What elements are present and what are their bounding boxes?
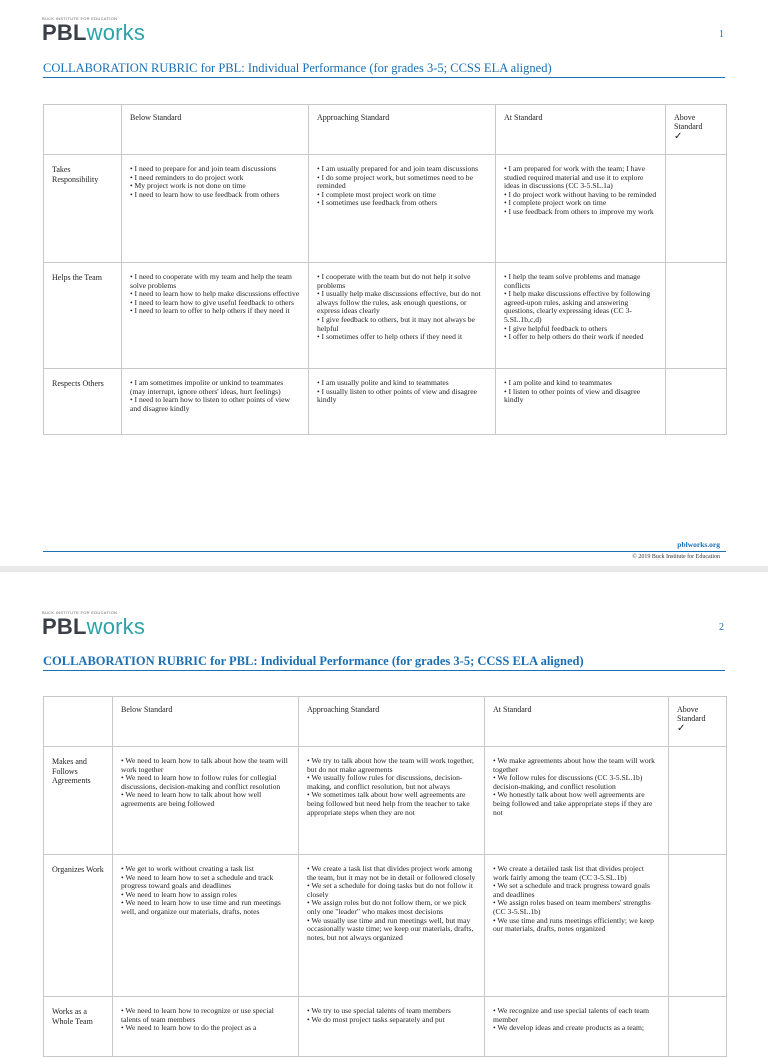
table-row [44, 855, 727, 997]
criterion-cell: Helps the Team [44, 263, 122, 369]
list-item: • We use time and runs meetings efficiently; we keep our materials, drafts, notes organized [493, 915, 654, 934]
page-number: 1 [719, 29, 724, 40]
list-item: • I am usually prepared for and join team discussions [317, 164, 479, 173]
list-item: • I complete project work on time [504, 198, 607, 208]
list-item: • I need to cooperate with my team and help the team solve problems [130, 272, 292, 290]
page-title: COLLABORATION RUBRIC for PBL: Individual Performance (for grades 3-5; CCSS ELA aligned) [43, 654, 725, 671]
header-below-standard: Below Standard [122, 105, 309, 155]
list-item: • We need to learn how to talk about how the team will work together [121, 756, 288, 774]
list-item: • I listen to other points of view and disagree kindly [504, 386, 641, 405]
check-icon: ✓ [674, 131, 683, 143]
criterion-cell: Respects Others [44, 369, 122, 435]
logo-works: works [86, 614, 146, 639]
check-icon: ✓ [677, 723, 686, 735]
at-cell [485, 855, 669, 997]
list-item: • I am polite and kind to teammates [504, 378, 612, 387]
above-cell [669, 747, 727, 855]
header-above-standard: Above Standard ✓ [669, 697, 727, 747]
list-item: • We try to use special talents of team members [307, 1006, 451, 1015]
below-cell [113, 855, 299, 997]
header-at-standard: At Standard [485, 697, 669, 747]
at-cell [496, 263, 666, 369]
list-item: • I do some project work, but sometimes need to be reminded [317, 172, 473, 191]
list-item: • We assign roles based on team members' strengths (CC 3-5.SL.1b) [493, 898, 651, 916]
approaching-cell [309, 263, 496, 369]
header-criterion [44, 697, 113, 747]
list-item: • We create a detailed task list that divides project work fairly among the team (CC 3-5.SL.1b) [493, 864, 644, 882]
list-item: • We create a task list that divides project work among the team, but it may not be in detail or followed closely [307, 864, 476, 882]
table-row [44, 155, 727, 263]
below-cell [113, 997, 299, 1057]
criterion-cell: Organizes Work [44, 855, 113, 997]
approaching-cell [299, 997, 485, 1057]
list-item: • I offer to help others do their work if needed [504, 332, 644, 342]
above-cell [669, 855, 727, 997]
list-item: • I cooperate with the team but do not help it solve problems [317, 272, 471, 290]
list-item: • We follow rules for discussions (CC 3-5.SL.1b) decision-making, and conflict resolution [493, 773, 643, 791]
list-item: • I usually help make discussions effective, but do not always follow the rules, ask enough questions, or express ideas clearly [317, 289, 481, 316]
list-item: • We need to learn how to talk about how well agreements are being followed [121, 790, 262, 808]
list-item: • I need to prepare for and join team discussions [130, 164, 277, 173]
list-item: • We need to learn how to follow rules for collegial discussions, decision-making and conflict resolution [121, 773, 281, 791]
list-item: • We set a schedule and track progress toward goals and deadlines [493, 881, 650, 899]
list-item: • We sometimes talk about how well agreements are being followed but need help from the teacher to take appropriate steps when they are not [307, 790, 470, 817]
above-cell [666, 155, 727, 263]
list-item: • I use feedback from others to improve my work [504, 206, 654, 216]
page-title: COLLABORATION RUBRIC for PBL: Individual Performance (for grades 3-5; CCSS ELA aligned) [43, 61, 725, 78]
list-item: • We need to learn how to use time and run meetings well, and organize our materials, drafts, notes [121, 898, 281, 916]
approaching-cell [309, 155, 496, 263]
pblworks-logo [42, 610, 145, 639]
list-item: • I give helpful feedback to others [504, 323, 608, 333]
below-cell [113, 747, 299, 855]
at-cell [485, 997, 669, 1057]
header-approaching-standard: Approaching Standard [299, 697, 485, 747]
above-cell [666, 263, 727, 369]
logo-subtitle: BUCK INSTITUTE FOR EDUCATION [42, 16, 118, 21]
header-criterion [44, 105, 122, 155]
list-item: • We set a schedule for doing tasks but do not follow it closely [307, 881, 473, 899]
list-item: • I help the team solve problems and manage conflicts [504, 272, 641, 290]
logo-pbl: PBL [42, 20, 87, 45]
below-cell [122, 155, 309, 263]
footer-copyright: © 2019 Buck Institute for Education [632, 554, 720, 560]
at-cell [496, 155, 666, 263]
list-item: • I sometimes offer to help others if they need it [317, 332, 463, 342]
at-cell [485, 747, 669, 855]
list-item: • We need to learn how to set a schedule and track progress toward goals and deadlines [121, 872, 274, 891]
criterion-cell: Takes Responsibility [44, 155, 122, 263]
header-at-standard: At Standard [496, 105, 666, 155]
below-cell [122, 263, 309, 369]
approaching-cell [299, 747, 485, 855]
list-item: • I need to learn how to give useful feedback to others [130, 297, 294, 307]
header-row [44, 697, 727, 747]
list-item: • I do project work without having to be reminded [504, 189, 657, 199]
list-item: • I need to learn how to listen to other points of view and disagree kindly [130, 395, 290, 413]
table-row [44, 369, 727, 435]
list-item: • I need to learn how to help make discussions effective [130, 289, 300, 299]
list-item: • We do most project tasks separately and put [307, 1014, 445, 1024]
header-approaching-standard: Approaching Standard [309, 105, 496, 155]
logo-subtitle: BUCK INSTITUTE FOR EDUCATION [42, 610, 118, 615]
list-item: • We need to learn how to recognize or use special talents of team members [121, 1006, 274, 1024]
list-item: • We assign roles but do not follow them, or we pick only one "leader" who makes most decisions [307, 898, 467, 916]
above-cell [666, 369, 727, 435]
list-item: • I help make discussions effective by following agreed-upon rules, asking and answering questions, clearly expressing ideas (CC 3-5.SL.1b,c,d) [504, 289, 651, 324]
list-item: • I usually listen to other points of view and disagree kindly [317, 386, 477, 405]
footer-link[interactable]: pblworks.org [677, 540, 720, 549]
header-below-standard: Below Standard [113, 697, 299, 747]
rubric-table [43, 696, 727, 1057]
page-2 [0, 570, 768, 1033]
criterion-cell: Works as a Whole Team [44, 997, 113, 1057]
list-item: • I complete most project work on time [317, 189, 436, 199]
page-number: 2 [719, 622, 724, 633]
list-item: • We usually follow rules for discussions, decision-making, and conflict resolution, but not always [307, 773, 463, 791]
list-item: • We honestly talk about how well agreements are being followed and take appropriate steps if they are not [493, 790, 653, 817]
criterion-cell: Makes and Follows Agreements [44, 747, 113, 855]
list-item: • My project work is not done on time [130, 181, 246, 191]
list-item: • We try to talk about how the team will work together, but do not make agreements [307, 756, 474, 774]
header-above-standard: Above Standard ✓ [666, 105, 727, 155]
list-item: • We make agreements about how the team will work together [493, 756, 655, 774]
table-row [44, 263, 727, 369]
table-row [44, 747, 727, 855]
logo-pbl: PBL [42, 614, 87, 639]
list-item: • I sometimes use feedback from others [317, 198, 437, 208]
header-row [44, 105, 727, 155]
list-item: • I give feedback to others, but it may not always be helpful [317, 314, 475, 333]
list-item: • We need to learn how to assign roles [121, 889, 237, 899]
pblworks-logo [42, 16, 145, 45]
list-item: • I need reminders to do project work [130, 172, 244, 182]
list-item: • We recognize and use special talents of each team member [493, 1006, 650, 1024]
list-item: • We develop ideas and create products as a team; [493, 1023, 644, 1033]
list-item: • We get to work without creating a task list [121, 864, 254, 873]
approaching-cell [299, 855, 485, 997]
footer-rule [43, 551, 726, 552]
list-item: • I need to learn to offer to help others if they need it [130, 306, 290, 316]
list-item: • We usually use time and run meetings well, but may occasionally waste time; we keep our materials, drafts, notes, but not always organized [307, 915, 474, 942]
list-item: • I am usually polite and kind to teammates [317, 378, 449, 387]
list-item: • I am prepared for work with the team; I have studied required material and use it to explore ideas in discussions (CC 3-5.SL.1a) [504, 164, 645, 191]
approaching-cell [309, 369, 496, 435]
logo-works: works [86, 20, 146, 45]
list-item: • We need to learn how to do the project as a [121, 1023, 257, 1033]
rubric-table [43, 104, 727, 435]
list-item: • I am sometimes impolite or unkind to teammates (may interrupt, ignore others' ideas, hurt feelings) [130, 378, 284, 396]
below-cell [122, 369, 309, 435]
above-cell [669, 997, 727, 1057]
table-row [44, 997, 727, 1057]
at-cell [496, 369, 666, 435]
list-item: • I need to learn how to use feedback from others [130, 189, 280, 199]
